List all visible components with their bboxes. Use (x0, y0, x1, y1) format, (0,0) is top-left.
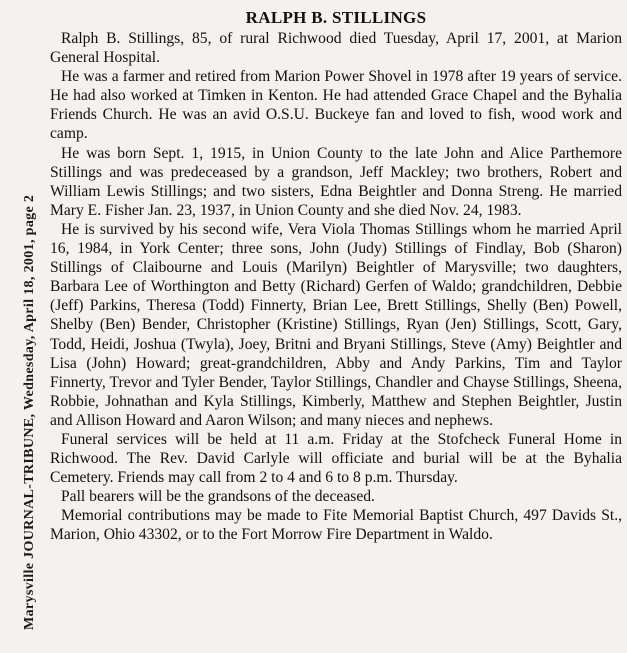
publication-caption: Marysville JOURNAL-TRIBUNE, Wednesday, April 18, 2001, page 2 (22, 194, 37, 630)
paragraph-family-history: He was born Sept. 1, 1915, in Union County to the late John and Alice Parthemore Stillings and was predeceased by a grandson, Jeff Mackley; two brothers, Robert and William Lewis Stillings; and two sisters, Edna Beightler and Donna Streng. He married Mary E. Fisher Jan. 23, 1937, in Union County and she died Nov. 24, 1983. (50, 144, 622, 219)
paragraph-funeral-services: Funeral services will be held at 11 a.m. Friday at the Stofcheck Funeral Home in Richwood. The Rev. David Carlyle will officiate and burial will be at the Byhalia Cemetery. Friends may call from 2 to 4 and 6 to 8 p.m. Thursday. (50, 430, 622, 487)
paragraph-survivors: He is survived by his second wife, Vera Viola Thomas Stillings whom he married April 16, 1984, in York Center; three sons, John (Judy) Stillings of Findlay, Bob (Sharon) Stillings of Claibourne and Louis (Marilyn) Beightler of Marysville; two daughters, Barbara Lee of Worthington and Betty (Richard) Gerfen of Waldo; grandchildren, Debbie (Jeff) Parkins, Theresa (Todd) Finnerty, Brian Lee, Brett Stillings, Shelly (Ben) Powell, Shelby (Ben) Bender, Christopher (Kristine) Stillings, Ryan (Jen) Stillings, Scott, Gary, Todd, Heidi, Joshua (Twyla), Joey, Britni and Bryani Stillings, Steve (Amy) Beightler and Lisa (John) Howard; great-grandchildren, Abby and Andy Parkins, Tim and Taylor Finnerty, Trevor and Tyler Bender, Taylor Stillings, Chandler and Chayse Stillings, Sheena, Robbie, Johnathan and Kyla Stillings, Kimberly, Matthew and Stephen Beightler, Justin and Allison Howard and Aaron Wilson; and many nieces and nephews. (50, 220, 622, 429)
paragraph-memorials: Memorial contributions may be made to Fite Memorial Baptist Church, 497 Davids St., Marion, Ohio 43302, or to the Fort Morrow Fire Department in Waldo. (50, 507, 622, 544)
obituary-headline: RALPH B. STILLINGS (245, 8, 427, 27)
paragraph-pall-bearers: Pall bearers will be the grandsons of the deceased. (61, 488, 375, 506)
paragraph-career: He was a farmer and retired from Marion Power Shovel in 1978 after 19 years of service. He had also worked at Timken in Kenton. He had attended Grace Chapel and the Byhalia Friends Church. He was an avid O.S.U. Buckeye fan and loved to fish, wood work and camp. (50, 68, 622, 143)
obituary-article (50, 8, 622, 545)
paragraph-death-notice: Ralph B. Stillings, 85, of rural Richwood died Tuesday, April 17, 2001, at Marion General Hospital. (50, 30, 622, 67)
